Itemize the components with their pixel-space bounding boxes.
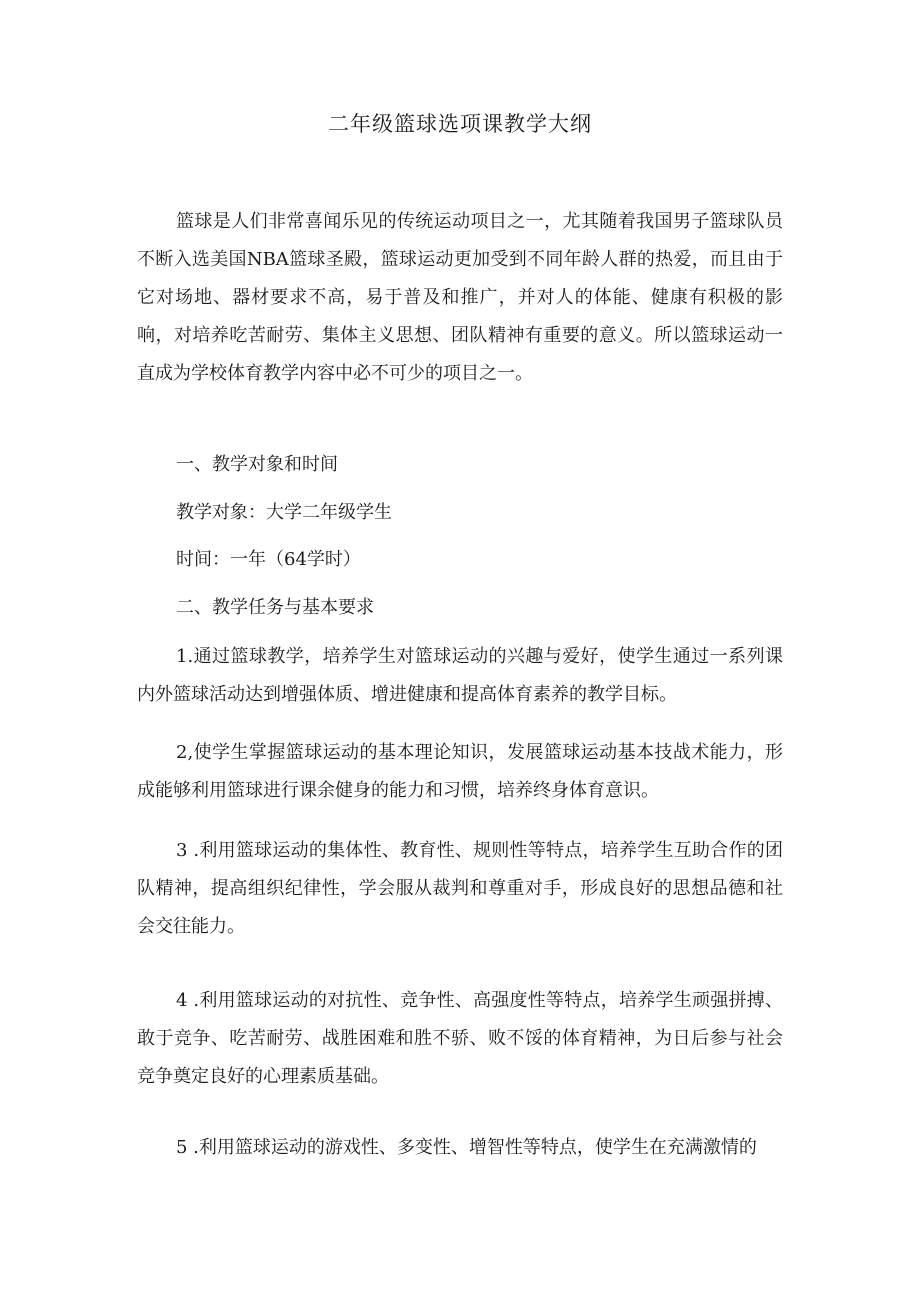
- document-title: 二年级篮球选项课教学大纲: [328, 112, 592, 136]
- intro-paragraph: 篮球是人们非常喜闻乐见的传统运动项目之一，尤其随着我国男子篮球队员不断入选美国NBA篮球圣殿，篮球运动更加受到不同年龄人群的热爱，而且由于它对场地、器材要求不高，易于普及和推广，并对人的体能、健康有积极的影响，对培养吃苦耐劳、集体主义思想、团队精神有重要的意义。所以篮球运动一直成为学校体育教学内容中必不可少的项目之一。: [137, 211, 783, 384]
- section-heading-1: 一、教学对象和时间: [176, 454, 338, 475]
- requirement-item-1: 1.通过篮球教学，培养学生对篮球运动的兴趣与爱好，使学生通过一系列课内外篮球活动达到增强体质、增进健康和提高体育素养的教学目标。: [137, 646, 783, 705]
- teaching-object-line: 教学对象：大学二年级学生: [176, 502, 392, 523]
- time-line: 时间：一年（64学时）: [176, 549, 361, 570]
- requirement-item-5: 5 .利用篮球运动的游戏性、多变性、增智性等特点，使学生在充满激情的: [176, 1137, 757, 1158]
- section-heading-2: 二、教学任务与基本要求: [176, 597, 374, 618]
- requirement-item-4: 4 .利用篮球运动的对抗性、竞争性、高强度性等特点，培养学生顽强拼搏、敢于竞争、吃苦耐劳、战胜困难和胜不骄、败不馁的体育精神，为日后参与社会竞争奠定良好的心理素质基础。: [137, 990, 783, 1087]
- requirement-item-2: 2,使学生掌握篮球运动的基本理论知识，发展篮球运动基本技战术能力，形成能够利用篮球进行课余健身的能力和习惯，培养终身体育意识。: [137, 742, 783, 801]
- requirement-item-3: 3 .利用篮球运动的集体性、教育性、规则性等特点，培养学生互助合作的团队精神，提高组织纪律性，学会服从裁判和尊重对手，形成良好的思想品德和社会交往能力。: [137, 840, 783, 937]
